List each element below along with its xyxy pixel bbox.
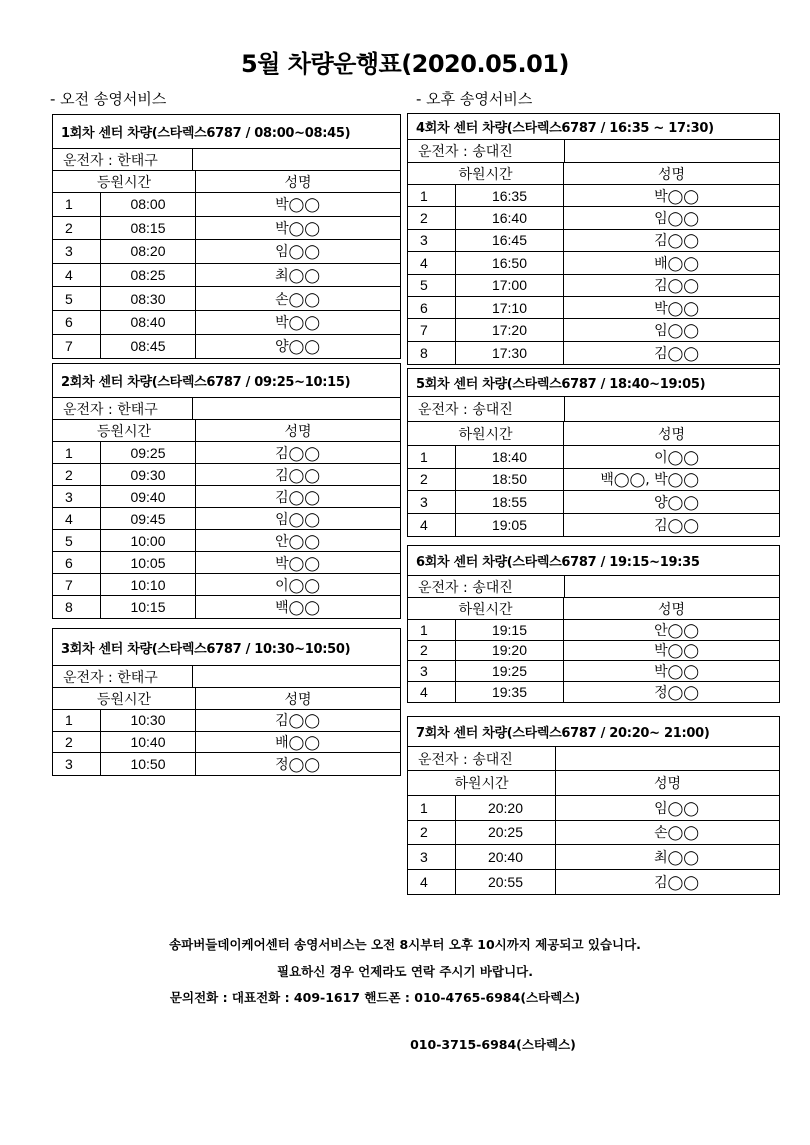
- row-time: 19:05: [456, 514, 564, 537]
- name-column-header: 성명: [284, 691, 312, 708]
- row-number: 2: [53, 464, 101, 485]
- row-name: 김◯◯: [275, 445, 320, 462]
- table-row: [53, 552, 400, 574]
- row-name: 안◯◯: [275, 533, 320, 550]
- row-name: 정◯◯: [654, 684, 699, 701]
- time-column-header: 등원시간: [53, 171, 196, 192]
- schedule-block-1: [52, 114, 401, 359]
- table-row: [408, 845, 779, 870]
- table-row: [408, 230, 779, 252]
- row-number: 2: [408, 641, 456, 661]
- row-number: 2: [53, 217, 101, 240]
- row-time: 10:05: [101, 552, 196, 573]
- table-row: [53, 596, 400, 618]
- driver-label: 운전자 : 한태구: [53, 149, 193, 170]
- row-name: 임◯◯: [275, 244, 320, 261]
- row-name: 김◯◯: [275, 713, 320, 730]
- row-name: 박◯◯: [275, 197, 320, 214]
- table-row: [53, 193, 400, 217]
- block-title: 4회차 센터 차량(스타렉스6787 / 16:35 ~ 17:30): [408, 114, 779, 140]
- time-column-header: 하원시간: [408, 598, 564, 619]
- table-row: [408, 185, 779, 207]
- row-time: 08:45: [101, 335, 196, 359]
- row-name: 박◯◯: [654, 643, 699, 660]
- row-name: 임◯◯: [654, 211, 699, 228]
- row-number: 3: [408, 230, 456, 251]
- row-time: 17:30: [456, 342, 564, 364]
- row-name: 임◯◯: [654, 323, 699, 340]
- block-title: 5회차 센터 차량(스타렉스6787 / 18:40~19:05): [408, 369, 779, 397]
- block-title: 2회차 센터 차량(스타렉스6787 / 09:25~10:15): [53, 364, 400, 398]
- row-number: 2: [53, 732, 101, 753]
- footer-contact-line: 문의전화 : 대표전화 : 409-1617 핸드폰 : 010-4765-6984(스타렉스): [169, 990, 581, 1005]
- row-number: 1: [408, 620, 456, 640]
- row-name: 박◯◯: [654, 663, 699, 680]
- table-row: [408, 641, 779, 662]
- table-row: [53, 530, 400, 552]
- row-name: 백◯◯: [275, 600, 320, 616]
- row-time: 08:40: [101, 311, 196, 334]
- row-time: 20:55: [456, 870, 556, 895]
- table-row: [53, 732, 400, 754]
- row-name: 박◯◯: [654, 188, 699, 205]
- row-name: 양◯◯: [275, 339, 320, 356]
- row-number: 6: [53, 311, 101, 334]
- row-time: 17:00: [456, 275, 564, 296]
- time-column-header: 하원시간: [408, 422, 564, 445]
- row-name: 이◯◯: [275, 577, 320, 594]
- driver-row: [53, 149, 400, 171]
- block-title: 7회차 센터 차량(스타렉스6787 / 20:20~ 21:00): [408, 717, 779, 747]
- row-number: 4: [408, 252, 456, 273]
- row-time: 17:20: [456, 319, 564, 340]
- row-number: 5: [53, 530, 101, 551]
- row-time: 19:25: [456, 661, 564, 681]
- row-name: 박◯◯: [275, 315, 320, 332]
- row-time: 10:40: [101, 732, 196, 753]
- row-name: 이◯◯: [654, 449, 699, 466]
- row-number: 5: [53, 287, 101, 310]
- row-number: 3: [408, 491, 456, 513]
- driver-row: [408, 576, 779, 598]
- table-header: [408, 422, 779, 446]
- row-time: 18:50: [456, 469, 564, 491]
- table-row: [53, 335, 400, 359]
- table-header: [408, 598, 779, 620]
- row-time: 08:15: [101, 217, 196, 240]
- row-name: 김◯◯: [275, 489, 320, 506]
- table-row: [408, 491, 779, 514]
- row-number: 3: [53, 486, 101, 507]
- row-number: 2: [408, 469, 456, 491]
- row-number: 7: [408, 319, 456, 340]
- row-time: 17:10: [456, 297, 564, 318]
- table-row: [408, 661, 779, 682]
- name-column-header: 성명: [653, 776, 682, 792]
- table-row: [53, 217, 400, 241]
- driver-label: 운전자 : 송대진: [408, 140, 565, 162]
- footer-request-line: 필요하신 경우 언제라도 연락 주시기 바랍니다.: [277, 964, 533, 979]
- row-number: 6: [53, 552, 101, 573]
- row-time: 20:40: [456, 845, 556, 869]
- row-name: 박◯◯: [654, 300, 699, 317]
- row-name: 배◯◯: [275, 734, 320, 751]
- morning-section-label: - 오전 송영서비스: [50, 90, 167, 108]
- table-row: [408, 821, 779, 846]
- table-row: [53, 464, 400, 486]
- table-row: [53, 710, 400, 732]
- row-time: 19:20: [456, 641, 564, 661]
- row-time: 20:25: [456, 821, 556, 845]
- row-time: 09:40: [101, 486, 196, 507]
- row-name: 백◯◯, 박◯◯: [600, 472, 699, 489]
- row-name: 임◯◯: [654, 800, 699, 817]
- name-column-header: 성명: [657, 426, 686, 443]
- row-number: 8: [408, 342, 456, 364]
- table-row: [408, 682, 779, 703]
- row-time: 10:00: [101, 530, 196, 551]
- row-number: 4: [408, 514, 456, 537]
- driver-row: [53, 398, 400, 420]
- table-header: [53, 171, 400, 193]
- table-row: [408, 275, 779, 297]
- table-row: [53, 240, 400, 264]
- row-number: 1: [408, 185, 456, 206]
- row-name: 최◯◯: [654, 849, 699, 866]
- name-column-header: 성명: [657, 166, 686, 183]
- block-title: 1회차 센터 차량(스타렉스6787 / 08:00~08:45): [53, 115, 400, 149]
- row-name: 김◯◯: [654, 875, 699, 892]
- footer-second-phone: 010-3715-6984(스타렉스): [410, 1037, 576, 1052]
- table-row: [53, 311, 400, 335]
- driver-row: [408, 747, 779, 771]
- table-row: [408, 796, 779, 821]
- row-time: 09:30: [101, 464, 196, 485]
- row-number: 4: [53, 264, 101, 287]
- row-name: 손◯◯: [654, 825, 699, 842]
- name-column-header: 성명: [284, 174, 312, 191]
- row-time: 10:50: [101, 753, 196, 775]
- row-number: 8: [53, 596, 101, 618]
- row-time: 10:10: [101, 574, 196, 595]
- row-time: 16:40: [456, 207, 564, 228]
- driver-label: 운전자 : 송대진: [408, 576, 565, 597]
- row-time: 09:25: [101, 442, 196, 463]
- table-row: [53, 442, 400, 464]
- driver-row: [408, 397, 779, 422]
- table-header: [53, 688, 400, 710]
- table-row: [53, 574, 400, 596]
- row-number: 4: [408, 682, 456, 703]
- row-time: 08:20: [101, 240, 196, 263]
- table-row: [53, 508, 400, 530]
- table-row: [408, 446, 779, 469]
- table-row: [408, 514, 779, 537]
- table-header: [408, 771, 779, 796]
- row-time: 19:15: [456, 620, 564, 640]
- row-time: 19:35: [456, 682, 564, 703]
- row-time: 09:45: [101, 508, 196, 529]
- schedule-block-7: [407, 716, 780, 895]
- table-row: [408, 870, 779, 895]
- row-number: 6: [408, 297, 456, 318]
- table-row: [408, 342, 779, 364]
- row-number: 3: [408, 845, 456, 869]
- row-number: 4: [53, 508, 101, 529]
- row-number: 5: [408, 275, 456, 296]
- row-number: 7: [53, 335, 101, 359]
- row-name: 박◯◯: [275, 555, 320, 572]
- schedule-block-3: [52, 628, 401, 776]
- table-row: [408, 207, 779, 229]
- row-time: 08:00: [101, 193, 196, 216]
- driver-row: [53, 666, 400, 688]
- row-number: 1: [408, 796, 456, 820]
- time-column-header: 하원시간: [408, 771, 556, 795]
- row-number: 4: [408, 870, 456, 895]
- row-number: 2: [408, 821, 456, 845]
- driver-label: 운전자 : 송대진: [408, 747, 556, 770]
- row-name: 양◯◯: [654, 494, 699, 511]
- row-number: 2: [408, 207, 456, 228]
- row-time: 08:25: [101, 264, 196, 287]
- table-row: [53, 753, 400, 775]
- row-name: 박◯◯: [275, 220, 320, 237]
- table-row: [408, 319, 779, 341]
- footer-info-line: 송파버들데이케어센터 송영서비스는 오전 8시부터 오후 10시까지 제공되고 있습니다.: [169, 937, 641, 952]
- driver-row: [408, 140, 779, 163]
- row-time: 18:55: [456, 491, 564, 513]
- row-time: 20:20: [456, 796, 556, 820]
- table-header: [408, 163, 779, 185]
- time-column-header: 등원시간: [53, 688, 196, 709]
- block-title: 6회차 센터 차량(스타렉스6787 / 19:15~19:35: [408, 546, 779, 576]
- time-column-header: 하원시간: [408, 163, 564, 184]
- row-number: 3: [53, 240, 101, 263]
- afternoon-section-label: - 오후 송영서비스: [416, 90, 533, 108]
- page-title: 5월 차량운행표(2020.05.01): [241, 50, 569, 78]
- row-number: 3: [53, 753, 101, 775]
- row-name: 배◯◯: [654, 255, 699, 272]
- row-name: 김◯◯: [654, 278, 699, 295]
- row-time: 16:50: [456, 252, 564, 273]
- name-column-header: 성명: [657, 601, 686, 618]
- schedule-block-4: [407, 113, 780, 365]
- table-row: [53, 486, 400, 508]
- time-column-header: 등원시간: [53, 420, 196, 441]
- row-name: 손◯◯: [275, 291, 320, 308]
- row-number: 3: [408, 661, 456, 681]
- name-column-header: 성명: [284, 423, 312, 440]
- block-title: 3회차 센터 차량(스타렉스6787 / 10:30~10:50): [53, 629, 400, 666]
- table-header: [53, 420, 400, 442]
- table-row: [408, 620, 779, 641]
- row-name: 정◯◯: [275, 756, 320, 773]
- row-time: 16:35: [456, 185, 564, 206]
- driver-label: 운전자 : 한태구: [53, 666, 193, 687]
- row-name: 안◯◯: [654, 622, 699, 639]
- row-time: 10:30: [101, 710, 196, 731]
- table-row: [408, 297, 779, 319]
- row-time: 08:30: [101, 287, 196, 310]
- row-number: 1: [53, 710, 101, 731]
- table-row: [408, 469, 779, 492]
- schedule-block-6: [407, 545, 780, 703]
- row-number: 1: [408, 446, 456, 468]
- row-time: 18:40: [456, 446, 564, 468]
- table-row: [53, 287, 400, 311]
- driver-label: 운전자 : 송대진: [408, 397, 565, 421]
- row-name: 김◯◯: [275, 467, 320, 484]
- row-number: 1: [53, 442, 101, 463]
- table-row: [53, 264, 400, 288]
- row-time: 10:15: [101, 596, 196, 618]
- row-name: 임◯◯: [275, 511, 320, 528]
- row-name: 김◯◯: [654, 345, 699, 362]
- row-time: 16:45: [456, 230, 564, 251]
- driver-label: 운전자 : 한태구: [53, 398, 193, 419]
- row-name: 김◯◯: [654, 233, 699, 250]
- row-number: 1: [53, 193, 101, 216]
- row-number: 7: [53, 574, 101, 595]
- row-name: 최◯◯: [275, 268, 320, 285]
- schedule-block-5: [407, 368, 780, 537]
- row-name: 김◯◯: [654, 517, 699, 534]
- table-row: [408, 252, 779, 274]
- schedule-block-2: [52, 363, 401, 619]
